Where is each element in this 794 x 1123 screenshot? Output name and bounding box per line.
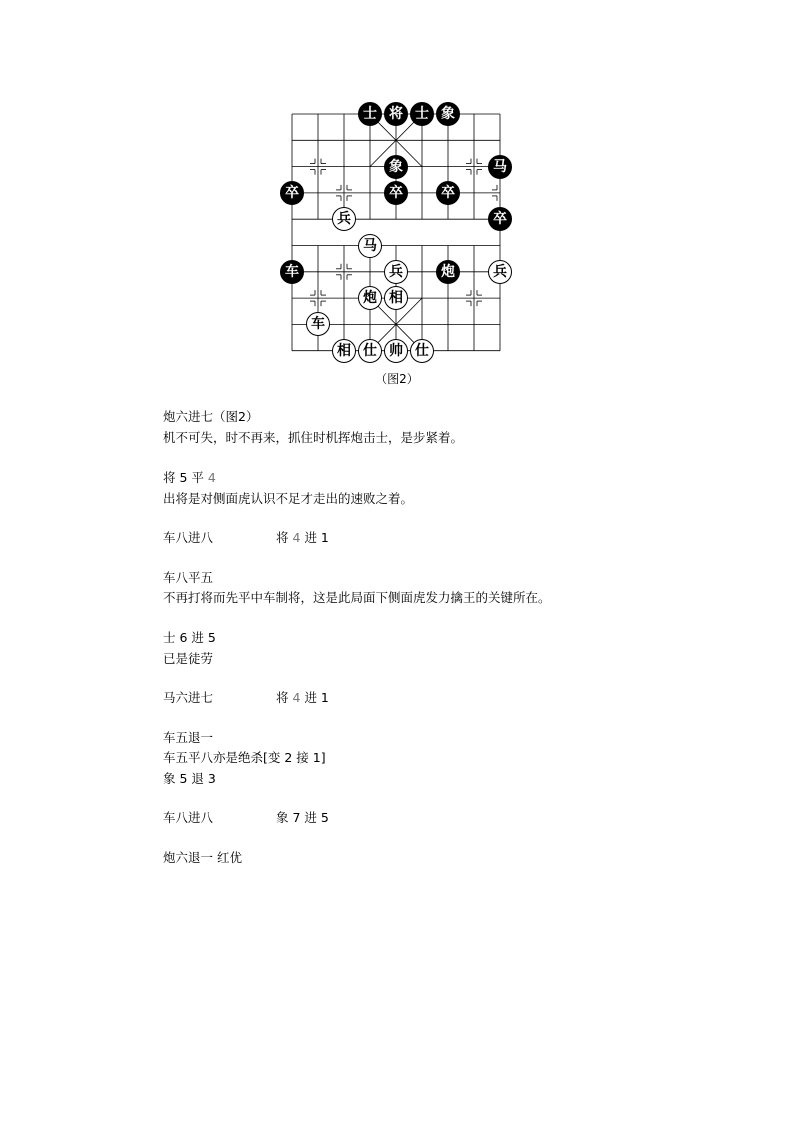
red-soldier: 兵 bbox=[488, 260, 512, 284]
move-text: 进 1 bbox=[304, 690, 329, 705]
move-line: 象 5 退 3 bbox=[163, 771, 216, 786]
move-line bbox=[276, 690, 329, 706]
comment-line: 车五平八亦是绝杀[变 2 接 1] bbox=[163, 750, 326, 765]
move-number: 4 bbox=[292, 530, 301, 545]
black-elephant: 象 bbox=[384, 155, 408, 179]
move-text: 将 5 平 bbox=[163, 470, 204, 485]
red-elephant: 相 bbox=[384, 286, 408, 310]
black-horse: 马 bbox=[488, 155, 512, 179]
move-line: 车八进八 bbox=[163, 810, 214, 825]
move-line: 士 6 进 5 bbox=[163, 630, 216, 645]
move-line: 马六进七 bbox=[163, 690, 214, 705]
comment-line: 出将是对侧面虎认识不足才走出的速败之着。 bbox=[163, 491, 414, 506]
move-line: 车八平五 bbox=[163, 570, 214, 585]
move-line: 象 7 进 5 bbox=[276, 810, 329, 825]
move-line: 炮六进七（图2） bbox=[163, 409, 259, 424]
red-elephant: 相 bbox=[332, 339, 356, 363]
red-cannon: 炮 bbox=[358, 286, 382, 310]
comment-line: 已是徒劳 bbox=[163, 651, 214, 666]
red-general: 帅 bbox=[384, 339, 408, 363]
move-text: 进 1 bbox=[304, 530, 329, 545]
red-soldier: 兵 bbox=[384, 260, 408, 284]
move-line bbox=[276, 530, 329, 546]
move-text: 将 bbox=[276, 530, 289, 545]
red-advisor: 仕 bbox=[358, 339, 382, 363]
black-advisor: 士 bbox=[358, 102, 382, 126]
move-line bbox=[163, 470, 216, 486]
black-soldier: 卒 bbox=[436, 181, 460, 205]
xiangqi-board bbox=[275, 98, 525, 360]
black-elephant: 象 bbox=[436, 102, 460, 126]
move-line: 车八进八 bbox=[163, 530, 214, 545]
move-text: 将 bbox=[276, 690, 289, 705]
red-soldier: 兵 bbox=[332, 207, 356, 231]
black-chariot: 车 bbox=[280, 260, 304, 284]
black-soldier: 卒 bbox=[384, 181, 408, 205]
black-advisor: 士 bbox=[410, 102, 434, 126]
red-horse: 马 bbox=[358, 234, 382, 258]
red-chariot: 车 bbox=[306, 312, 330, 336]
move-number: 4 bbox=[203, 470, 216, 485]
red-advisor: 仕 bbox=[410, 339, 434, 363]
move-number: 4 bbox=[292, 690, 301, 705]
move-line: 车五退一 bbox=[163, 730, 214, 745]
figure-caption: （图2） bbox=[375, 372, 419, 386]
comment-line: 不再打将而先平中车制将，这是此局面下侧面虎发力擒王的关键所在。 bbox=[163, 590, 551, 605]
black-soldier: 卒 bbox=[488, 207, 512, 231]
black-cannon: 炮 bbox=[436, 260, 460, 284]
black-general: 将 bbox=[384, 102, 408, 126]
black-soldier: 卒 bbox=[280, 181, 304, 205]
move-line: 炮六退一 红优 bbox=[163, 850, 242, 865]
comment-line: 机不可失，时不再来，抓住时机挥炮击士，是步紧着。 bbox=[163, 430, 464, 445]
